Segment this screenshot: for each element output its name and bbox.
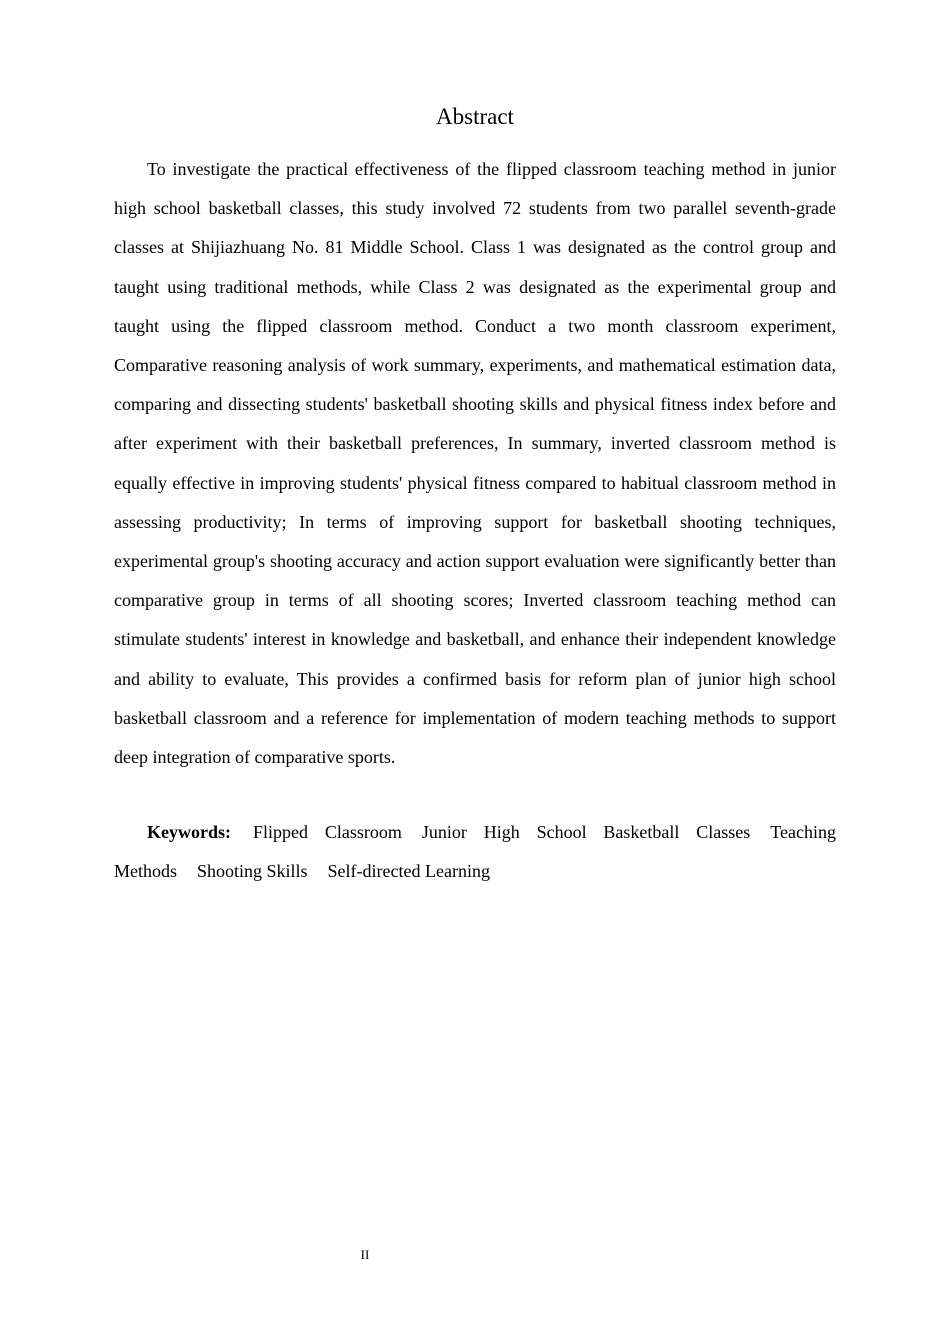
keyword-item: Flipped Classroom bbox=[253, 822, 402, 842]
keyword-item: Shooting Skills bbox=[197, 861, 308, 882]
abstract-title: Abstract bbox=[436, 104, 514, 129]
keywords-label: Keywords: bbox=[147, 822, 231, 842]
abstract-body: To investigate the practical effectiveness of the flipped classroom teaching method in junior high school basketball classes, this study involved 72 students from two parallel seventh-grade classes at Shijiazhuang No. 81 Middle School. Class 1 was designated as the control group and taught using traditional methods, while Class 2 was designated as the experimental group and taught using the flipped classroom method. Conduct a two month classroom experiment, Comparative reasoning analysis of work summary, experiments, and mathematical estimation data, comparing and dissecting students' basketball shooting skills and physical fitness index before and after experiment with their basketball preferences, In summary, inverted classroom method is equally effective in improving students' physical fitness compared to habitual classroom method in assessing productivity; In terms of improving support for basketball shooting techniques, experimental group's shooting accuracy and action support evaluation were significantly better than comparative group in terms of all shooting scores; Inverted classroom teaching method can stimulate students' interest in knowledge and basketball, and enhance their independent knowledge and ability to evaluate, This provides a confirmed basis for reform plan of junior high school basketball classroom and a reference for implementation of modern teaching methods to support deep integration of comparative sports. bbox=[114, 159, 836, 768]
keywords-paragraph bbox=[114, 813, 836, 891]
keyword-item: Teaching Methods bbox=[114, 822, 836, 882]
keyword-item: Self-directed Learning bbox=[327, 861, 490, 882]
page-number: II bbox=[360, 1247, 370, 1262]
keyword-item: Junior High School Basketball Classes bbox=[421, 822, 751, 842]
